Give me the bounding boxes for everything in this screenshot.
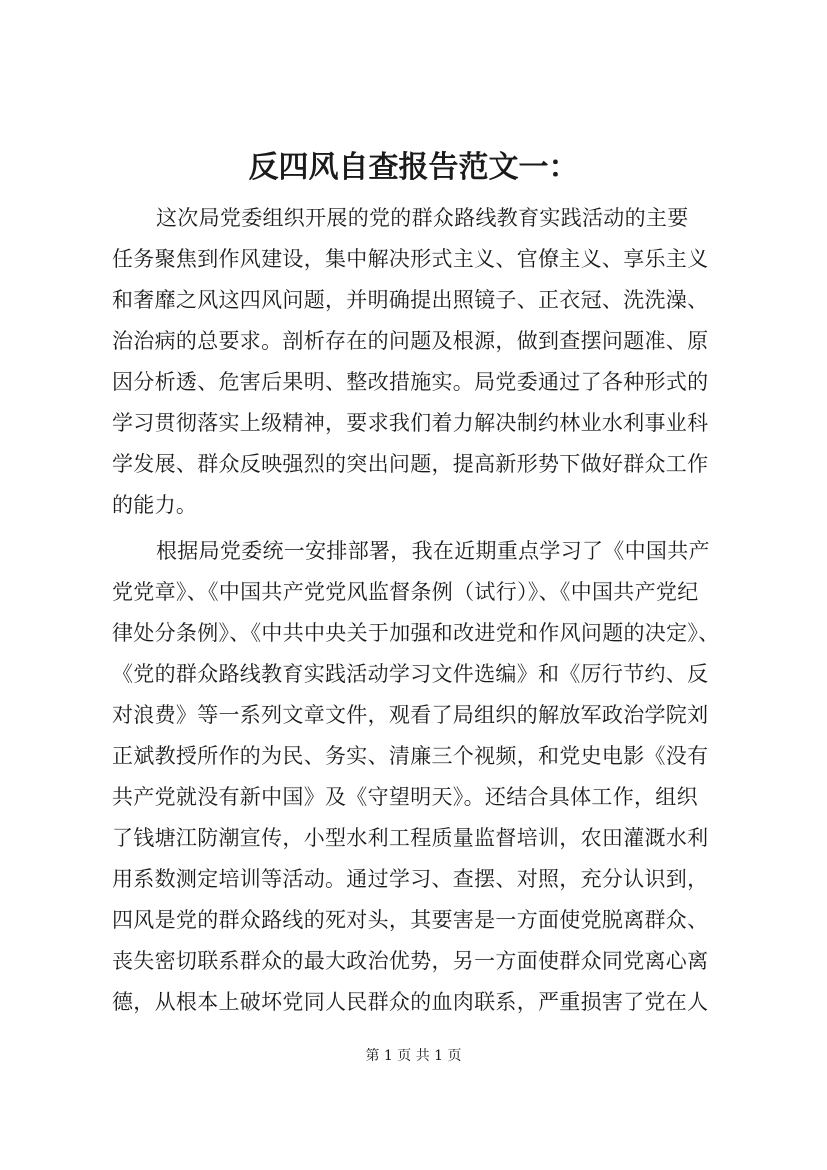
page-footer: 第 1 页 共 1 页 [365,1048,462,1064]
paragraph-1-line-8: 的能力。 [112,493,198,517]
paragraph-2-line-1: 根据局党委统一安排部署，我在近期重点学习了《中国共产 [156,539,710,563]
paragraph-2-line-12: 德，从根本上破坏党同人民群众的血肉联系，严重损害了党在人 [112,990,709,1014]
paragraph-2-line-11: 丧失密切联系群众的最大政治优势，另一方面使群众同党离心离 [112,949,709,973]
paragraph-2-line-5: 对浪费》等一系列文章文件，观看了局组织的解放军政治学院刘 [112,703,709,727]
paragraph-1-line-5: 因分析透、危害后果明、整改措施实。局党委通过了各种形式的 [112,370,709,394]
paragraph-2-line-4: 《党的群众路线教育实践活动学习文件选编》和《厉行节约、反 [112,662,709,686]
paragraph-2-line-3: 律处分条例》、《中共中央关于加强和改进党和作风问题的决定》、 [112,621,720,645]
paragraph-1-line-3: 和奢靡之风这四风问题，并明确提出照镜子、正衣冠、洗洗澡、 [112,288,709,312]
paragraph-2-line-2: 党党章》、《中国共产党党风监督条例（试行）》、《中国共产党纪 [112,580,699,604]
paragraph-2-line-9: 用系数测定培训等活动。通过学习、查摆、对照，充分认识到， [112,867,709,891]
document-title: 反四风自查报告范文一： [248,150,579,185]
paragraph-2-line-10: 四风是党的群众路线的死对头，其要害是一方面使党脱离群众、 [112,908,709,932]
paragraph-1-line-2: 任务聚焦到作风建设，集中解决形式主义、官僚主义、享乐主义 [112,247,709,271]
paragraph-2-line-6: 正斌教授所作的为民、务实、清廉三个视频，和党史电影《没有 [112,744,709,768]
paragraph-2-line-8: 了钱塘江防潮宣传，小型水利工程质量监督培训，农田灌溉水利 [112,826,709,850]
paragraph-1-line-6: 学习贯彻落实上级精神，要求我们着力解决制约林业水利事业科 [112,411,709,435]
paragraph-1-line-7: 学发展、群众反映强烈的突出问题，提高新形势下做好群众工作 [112,452,709,476]
paragraph-2-line-7: 共产党就没有新中国》及《守望明天》。还结合具体工作，组织 [112,785,698,809]
paragraph-1-line-4: 治治病的总要求。剖析存在的问题及根源，做到查摆问题准、原 [112,329,709,353]
paragraph-1-line-1: 这次局党委组织开展的党的群众路线教育实践活动的主要 [156,206,689,230]
